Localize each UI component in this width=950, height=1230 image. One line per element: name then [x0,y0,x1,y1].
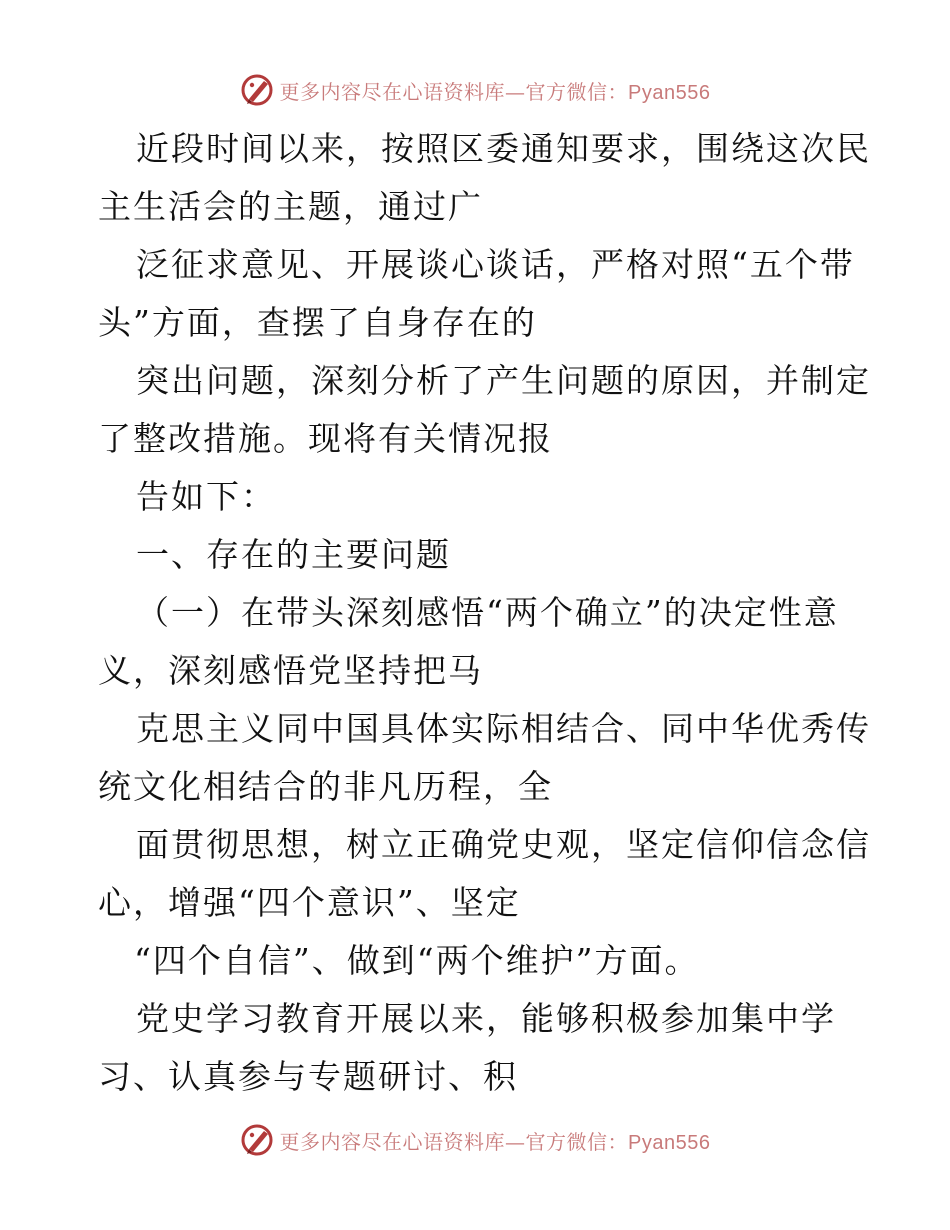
text-line: 克思主义同中国具体实际相结合、同中华优秀传 [136,709,871,748]
text-line: 泛征求意见、开展谈心谈话，严格对照“五个带 [136,245,855,284]
text-line: 习、认真参与专题研讨、积 [98,1057,518,1096]
text-line: 面贯彻思想，树立正确党史观，坚定信仰信念信 [136,825,871,864]
watermark-text: 更多内容尽在心语资料库—官方微信： [279,79,629,104]
text-line: 突出问题，深刻分析了产生问题的原因，并制定 [136,361,871,400]
text-line: 统文化相结合的非凡历程，全 [98,767,553,806]
text-line: 了整改措施。现将有关情况报 [98,419,553,458]
watermark-handle: Pyan556 [628,81,711,104]
text-line: 心，增强“四个意识”、坚定 [98,883,521,922]
watermark-handle: Pyan556 [628,1131,711,1154]
text-line: 头”方面，查摆了自身存在的 [98,303,537,342]
header-watermark [0,70,950,110]
subsection-heading: （一）在带头深刻感悟“两个确立”的决定性意 [136,593,839,632]
pen-logo-icon [240,73,274,107]
document-body [98,120,871,1106]
text-line: 告如下： [136,477,276,516]
watermark-text: 更多内容尽在心语资料库—官方微信： [279,1129,629,1154]
pen-logo-icon [240,1123,274,1157]
text-line: 义，深刻感悟党坚持把马 [98,651,483,690]
text-line: “四个自信”、做到“两个维护”方面。 [134,941,700,980]
footer-watermark [0,1120,950,1160]
text-line: 党史学习教育开展以来，能够积极参加集中学 [136,999,836,1038]
text-line: 近段时间以来，按照区委通知要求，围绕这次民 [136,129,871,168]
text-line: 主生活会的主题，通过广 [98,187,483,226]
section-heading: 一、存在的主要问题 [136,535,451,574]
